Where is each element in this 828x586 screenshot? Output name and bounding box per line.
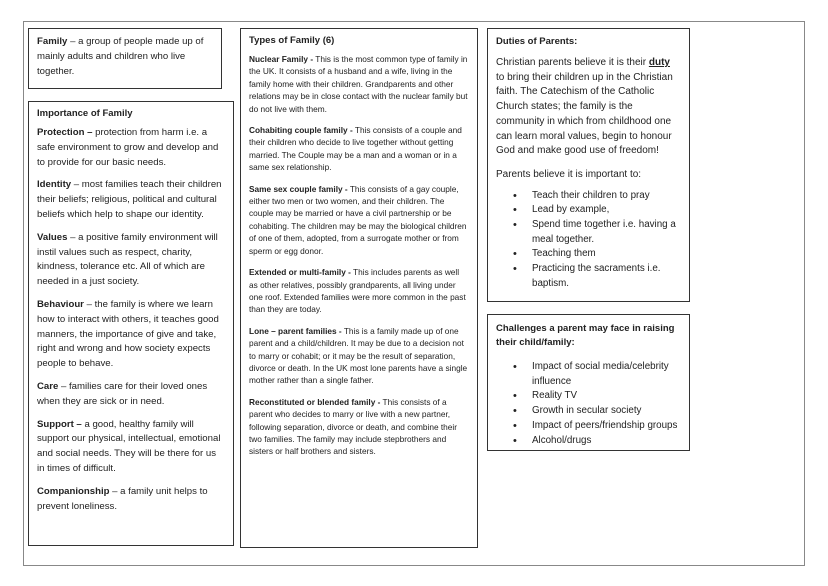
- challenges-title: Challenges a parent may face in raising their child/family:: [496, 323, 675, 348]
- list-item: Identity – most families teach their children their beliefs; religious, political and cultural beliefs which help to shape our identity.: [37, 179, 222, 220]
- list-item: Reconstituted or blended family - This consists of a parent who decides to marry or live with a new partner, following separation, divorce or death, and combine their two families. The family may include stepbrothers and sisters or half brothers and sisters.: [249, 396, 458, 457]
- list-item: Protection – protection from harm i.e. a safe environment to grow and develop and to provide for our basic needs.: [37, 127, 219, 168]
- duties-title: Duties of Parents:: [496, 36, 578, 47]
- list-item: • Practicing the sacraments i.e. baptism.: [496, 262, 681, 291]
- list-item: • Spend time together i.e. having a meal together.: [496, 218, 681, 247]
- list-item: Companionship – a family unit helps to prevent loneliness.: [37, 485, 208, 512]
- importance-title: Importance of Family: [37, 108, 133, 119]
- list-item: • Reality TV: [496, 389, 681, 404]
- importance-list: [37, 126, 225, 514]
- list-item: • Impact of social media/celebrity influence: [496, 360, 681, 389]
- list-item: Support – a good, healthy family will support our physical, intellectual, emotional and social needs. They will be there for us in times of difficult.: [37, 418, 221, 474]
- list-item: Nuclear Family - This is the most common type of family in the UK. It consists of a husband and a wife, living in the family home with their children. Grandparents and other relations may be in close contact with the nuclear family but do not live with them.: [249, 54, 468, 114]
- list-item: • Teach their children to pray: [496, 189, 681, 204]
- types-list: [249, 53, 469, 458]
- list-item: Cohabiting couple family - This consists of a couple and their children who decide to live together without getting married. The Couple may be a man and a woman or in a same sex relationship.: [249, 125, 462, 173]
- list-item: • Teaching them: [496, 247, 681, 262]
- duties-intro: Parents believe it is important to:: [496, 168, 642, 180]
- list-item: • Lead by example,: [496, 203, 681, 218]
- list-item: Values – a positive family environment will instil values such as respect, charity, kindness, tolerance etc. All of which are needed in a just society.: [37, 231, 218, 288]
- family-definition: Family – a group of people made up of mainly adults and children who live together.: [37, 36, 204, 77]
- types-title: Types of Family (6): [249, 35, 335, 46]
- challenges-list: [496, 360, 681, 448]
- duty-word: duty: [648, 57, 670, 68]
- list-item: • Alcohol/drugs: [496, 434, 681, 449]
- importance-box: [28, 101, 234, 546]
- challenges-box: [487, 314, 690, 451]
- family-definition-box: [28, 28, 222, 89]
- duties-box: [487, 28, 690, 302]
- list-item: Lone – parent families - This is a family made up of one parent and a child/children. It may be due to a decision not to marry or cohabit; or it may be the result of separation, divorce or death. In the UK most lone parents have a single mother rather than a single father.: [249, 325, 468, 386]
- list-item: Behaviour – the family is where we learn how to interact with others, it teaches good manners, the importance of give and take, right and wrong and how society expects people to behave.: [37, 298, 219, 370]
- types-box: [240, 28, 478, 548]
- duties-list: [496, 189, 681, 292]
- list-item: Care – families care for their loved ones when they are sick or in need.: [37, 380, 208, 407]
- duties-paragraph: Christian parents believe it is their duty to bring their children up in the Christian faith. The Catechism of the Catholic Church states; the family is the community in which from childhood one can learn moral values, begin to honour God and make good use of freedom!: [496, 57, 673, 157]
- list-item: Extended or multi-family - This includes parents as well as other relatives, possibly grandparents, all living under one roof. Extended families were more common in the past than they are today.: [249, 267, 466, 315]
- list-item: • Growth in secular society: [496, 404, 681, 419]
- list-item: • Impact of peers/friendship groups: [496, 419, 681, 434]
- list-item: Same sex couple family - This consists of a gay couple, either two men or two women, and their children. The couple may be married or have a civil partnership or be cohabiting. The children may be may the biological children of one of them, adopted, from a surrogate mother or from sperm or egg donor.: [249, 183, 467, 256]
